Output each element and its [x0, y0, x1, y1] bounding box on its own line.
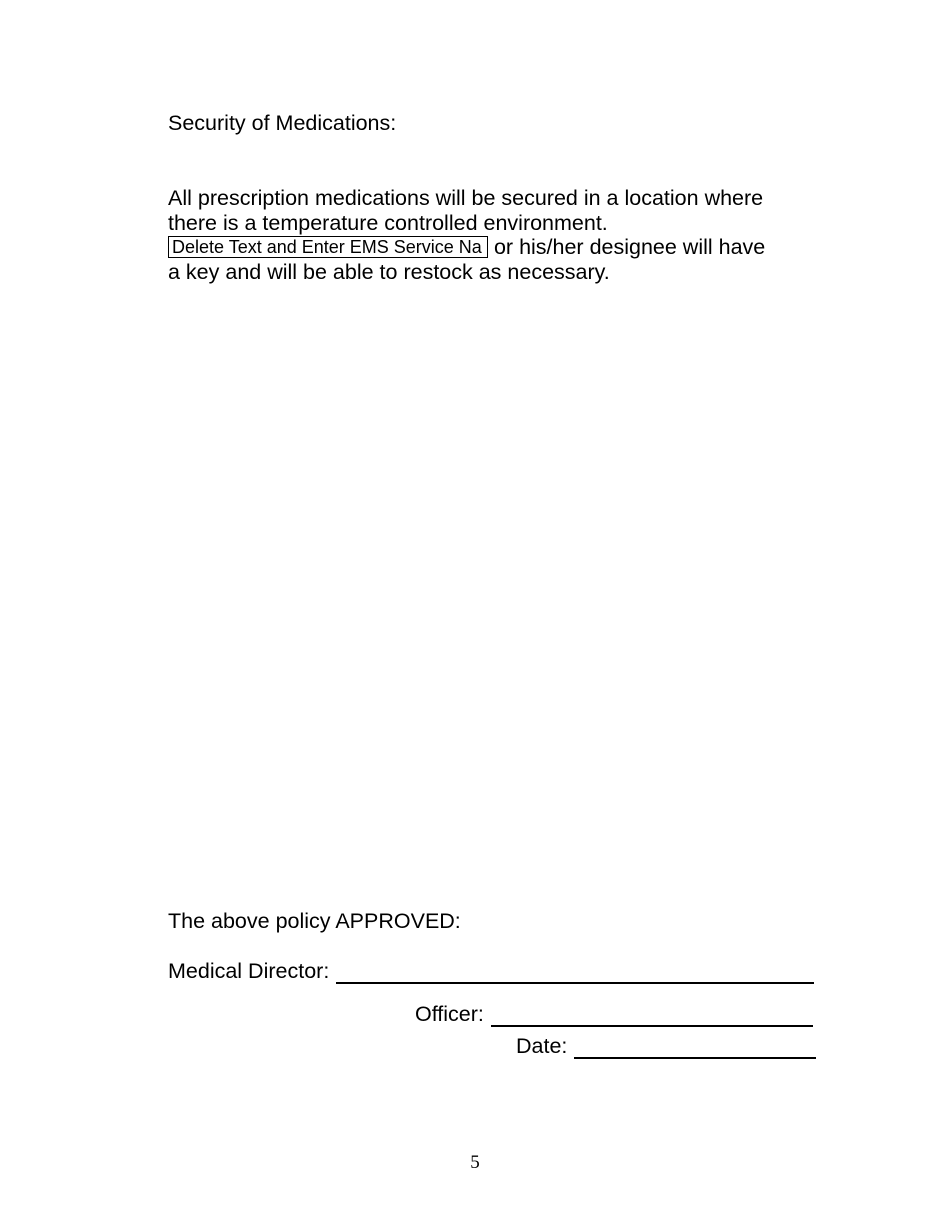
paragraph-line-3	[168, 235, 788, 260]
medical-director-label: Medical Director:	[168, 959, 330, 983]
paragraph-line-2: there is a temperature controlled environment.	[168, 210, 608, 235]
paragraph-line-1: All prescription medications will be secured in a location where	[168, 186, 764, 210]
page-number: 5	[470, 1152, 480, 1173]
paragraph-line-3-text: or his/her designee will have	[488, 235, 766, 259]
ems-service-name-field[interactable]: Delete Text and Enter EMS Service Na	[168, 236, 488, 258]
policy-paragraph	[168, 186, 788, 284]
officer-signature-row	[415, 1002, 813, 1027]
officer-label: Officer:	[415, 1002, 484, 1026]
medical-director-signature-row	[168, 959, 814, 984]
medical-director-signature-line	[336, 960, 814, 984]
approval-title: The above policy APPROVED:	[168, 909, 461, 933]
date-signature-line	[574, 1035, 816, 1059]
date-signature-row	[516, 1034, 816, 1059]
date-label: Date:	[516, 1034, 568, 1058]
officer-signature-line	[491, 1003, 813, 1027]
section-heading: Security of Medications:	[168, 111, 397, 135]
paragraph-line-4: a key and will be able to restock as necessary.	[168, 259, 610, 284]
